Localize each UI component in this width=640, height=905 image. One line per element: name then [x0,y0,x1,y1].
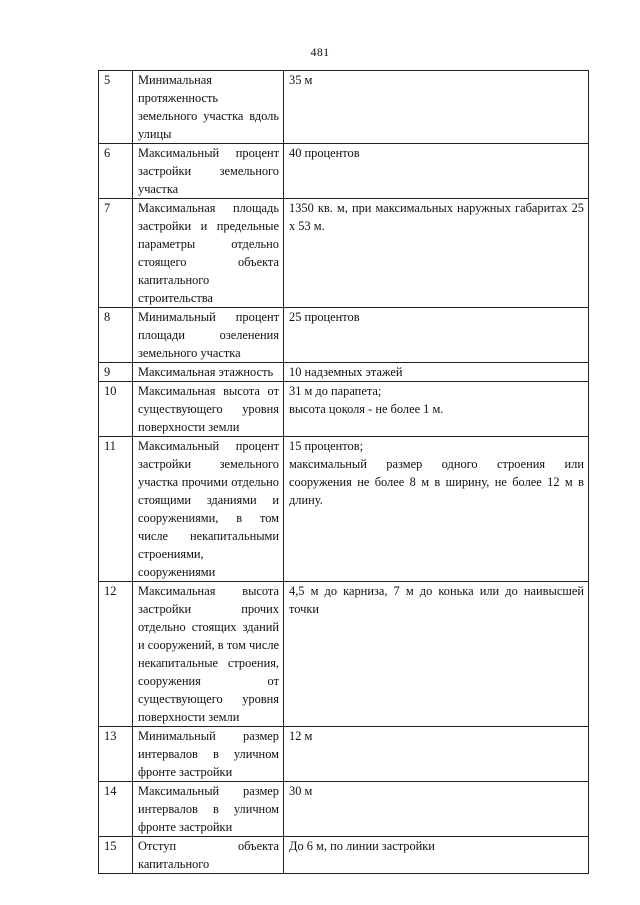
parameter-value [284,582,589,727]
parameter-value [284,437,589,582]
parameter-name [133,727,284,782]
parameter-name-text: Максимальная площадь застройки и предельные параметры отдельно стоящего объекта капитального строительства [138,201,279,305]
parameter-name [133,199,284,308]
parameter-value-text: 15 процентов; [289,439,364,453]
parameter-name-text: Максимальная высота застройки прочих отдельно стоящих зданий и сооружений, в том числе некапитальные строения, сооружения от существующего уровня поверхности земли [138,584,279,724]
parameter-name-text: Минимальный процент площади озеленения земельного участка [138,310,279,360]
parameter-name [133,144,284,199]
parameter-value [284,382,589,437]
parameter-value [284,71,589,144]
parameter-name-text: Минимальный размер интервалов в уличном фронте застройки [138,729,279,779]
parameter-value-text: 10 надземных этажей [289,365,403,379]
parameter-name-text: Максимальный процент застройки земельного участка [138,146,279,196]
parameter-name [133,382,284,437]
parameter-name-text: Максимальный размер интервалов в уличном фронте застройки [138,784,279,834]
page-number: 481 [310,45,330,59]
row-number: 8 [99,308,133,363]
parameter-value [284,727,589,782]
row-number: 14 [99,782,133,837]
row-number: 15 [99,837,133,874]
parameter-value [284,363,589,382]
row-number: 5 [99,71,133,144]
parameter-value-text: До 6 м, по линии застройки [289,839,435,853]
parameter-name-text: Максимальная этажность [138,365,274,379]
parameter-value-text: 31 м до парапета; [289,384,382,398]
table-row [99,382,589,437]
row-number: 6 [99,144,133,199]
parameter-value [284,308,589,363]
parameter-value-text: 30 м [289,784,313,798]
parameter-name-text: Максимальная высота от существующего уровня поверхности земли [138,384,279,434]
table-row [99,782,589,837]
row-number: 11 [99,437,133,582]
table-row [99,144,589,199]
parameter-value [284,782,589,837]
parameter-value-text: максимальный размер одного строения или сооружения не более 8 м в ширину, не более 12 м в длину. [289,457,584,507]
parameters-table [98,70,589,874]
table-row [99,837,589,874]
parameter-value [284,199,589,308]
parameter-value [284,837,589,874]
row-number: 10 [99,382,133,437]
table-row [99,582,589,727]
parameter-value-text: 40 процентов [289,146,360,160]
parameter-value-text: 25 процентов [289,310,360,324]
parameter-name [133,437,284,582]
parameter-value-text: 4,5 м до карниза, 7 м до конька или до наивысшей точки [289,584,584,616]
parameter-value [284,144,589,199]
parameter-value-text: высота цоколя - не более 1 м. [289,402,444,416]
parameter-value-text: 1350 кв. м, при максимальных наружных габаритах 25 x 53 м. [289,201,584,233]
parameter-name [133,308,284,363]
table-row [99,727,589,782]
table-row [99,199,589,308]
row-number: 13 [99,727,133,782]
parameter-name [133,71,284,144]
row-number: 12 [99,582,133,727]
row-number: 7 [99,199,133,308]
table-row [99,308,589,363]
parameter-name-text: Отступ объекта капитального [138,839,279,871]
parameter-value-text: 12 м [289,729,313,743]
parameter-name [133,782,284,837]
table-row [99,363,589,382]
table-row [99,71,589,144]
parameter-name-text: Минимальная протяженность земельного участка вдоль улицы [138,73,279,141]
parameter-name [133,363,284,382]
parameter-value-text: 35 м [289,73,313,87]
parameter-name [133,837,284,874]
parameter-name-text: Максимальный процент застройки земельного участка прочими отдельно стоящими зданиями и сооружениями, в том числе некапитальными строениями, сооружениями [138,439,279,579]
row-number: 9 [99,363,133,382]
parameter-name [133,582,284,727]
table-row [99,437,589,582]
